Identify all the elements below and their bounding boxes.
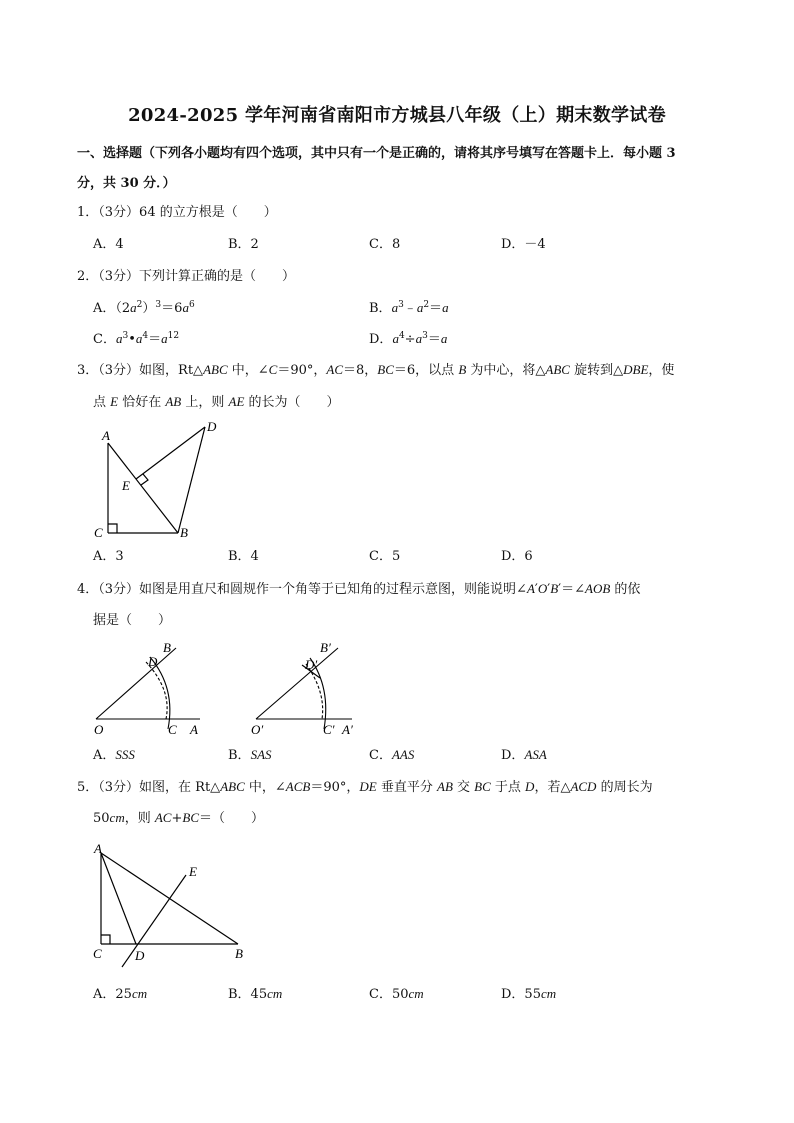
q2-option-c: C．$a^3•a^4=a^{12}$ — [93, 331, 180, 347]
q3-option-c: C．5 — [369, 549, 401, 564]
q1-stem: 1．（3分）64 的立方根是（ ） — [77, 205, 277, 220]
q3-figure — [88, 418, 228, 542]
q4-label-d: D — [148, 654, 158, 669]
q1-option-d: D．－4 — [501, 237, 546, 252]
q5-option-b: B．45cm — [228, 986, 283, 1002]
q4-label-a-prime: A′ — [342, 722, 353, 737]
q4-option-a: A．SSS — [93, 747, 135, 763]
q4-label-o-prime: O′ — [251, 722, 264, 737]
q4-label-b-prime: B′ — [320, 640, 331, 655]
q5-label-c: C — [93, 946, 102, 961]
q4-stem-line2: 据是（ ） — [93, 613, 172, 628]
q5-option-a: A．25cm — [93, 986, 148, 1002]
q5-label-a: A — [94, 841, 102, 856]
q3-option-b: B．4 — [228, 549, 259, 564]
q1-option-c: C．8 — [369, 237, 401, 252]
q5-figure — [88, 838, 258, 970]
q5-stem-line2: 50cm，则 AC+BC＝（ ） — [93, 810, 265, 826]
q5-option-c: C．50cm — [369, 986, 424, 1002]
q3-label-a: A — [102, 428, 110, 443]
q4-option-c: C．AAS — [369, 747, 415, 763]
q5-label-d: D — [135, 948, 145, 963]
q5-option-d: D．55cm — [501, 986, 557, 1002]
q1-option-b: B．2 — [228, 237, 259, 252]
q2-option-a: A．$(2a^2)^3=6a^6$ — [93, 300, 195, 316]
q5-stem-line1: 5．（3分）如图，在 Rt△ABC 中，∠ACB＝90°，DE 垂直平分 AB 交 BC 于点 D，若△ACD 的周长为 — [77, 779, 653, 795]
q3-label-b: B — [180, 525, 188, 540]
q3-label-c: C — [94, 525, 103, 540]
q4-label-c-prime: C′ — [323, 722, 335, 737]
q4-label-a: A — [190, 722, 198, 737]
q4-label-d-prime: D′ — [305, 657, 318, 672]
q3-option-a: A．3 — [93, 549, 124, 564]
q2-stem: 2．（3分）下列计算正确的是（ ） — [77, 269, 296, 284]
q1-option-a: A．4 — [93, 237, 124, 252]
q4-label-c: C — [168, 722, 177, 737]
q4-figure — [88, 638, 368, 738]
q4-label-b: B — [163, 640, 171, 655]
page-title: 2024-2025 学年河南省南阳市方城县八年级（上）期末数学试卷 — [128, 105, 666, 126]
q4-option-b: B．SAS — [228, 747, 272, 763]
q4-stem-line1: 4．（3分）如图是用直尺和圆规作一个角等于已知角的过程示意图，则能说明∠A′O′B′＝∠AOB 的依 — [77, 581, 641, 597]
q3-stem-line1: 3．（3分）如图，Rt△ABC 中，∠C＝90°，AC＝8，BC＝6，以点 B 为中心，将△ABC 旋转到△DBE，使 — [77, 362, 675, 378]
q3-option-d: D．6 — [501, 549, 533, 564]
q4-option-d: D．ASA — [501, 747, 547, 763]
section-heading-line2: 分，共 30 分．） — [77, 176, 176, 191]
q5-label-e: E — [189, 864, 197, 879]
q4-label-o: O — [94, 722, 104, 737]
q5-label-b: B — [235, 946, 243, 961]
section-heading-line1: 一、选择题（下列各小题均有四个选项，其中只有一个是正确的，请将其序号填写在答题卡上．每小题 3 — [77, 146, 676, 161]
q2-option-b: B．$a^3﹣a^2=a$ — [369, 300, 449, 316]
q3-label-e: E — [122, 478, 130, 493]
q3-stem-line2: 点 E 恰好在 AB 上，则 AE 的长为（ ） — [93, 394, 340, 410]
q2-option-d: D．$a^4\div a^3=a$ — [369, 331, 448, 347]
q3-label-d: D — [207, 419, 217, 434]
